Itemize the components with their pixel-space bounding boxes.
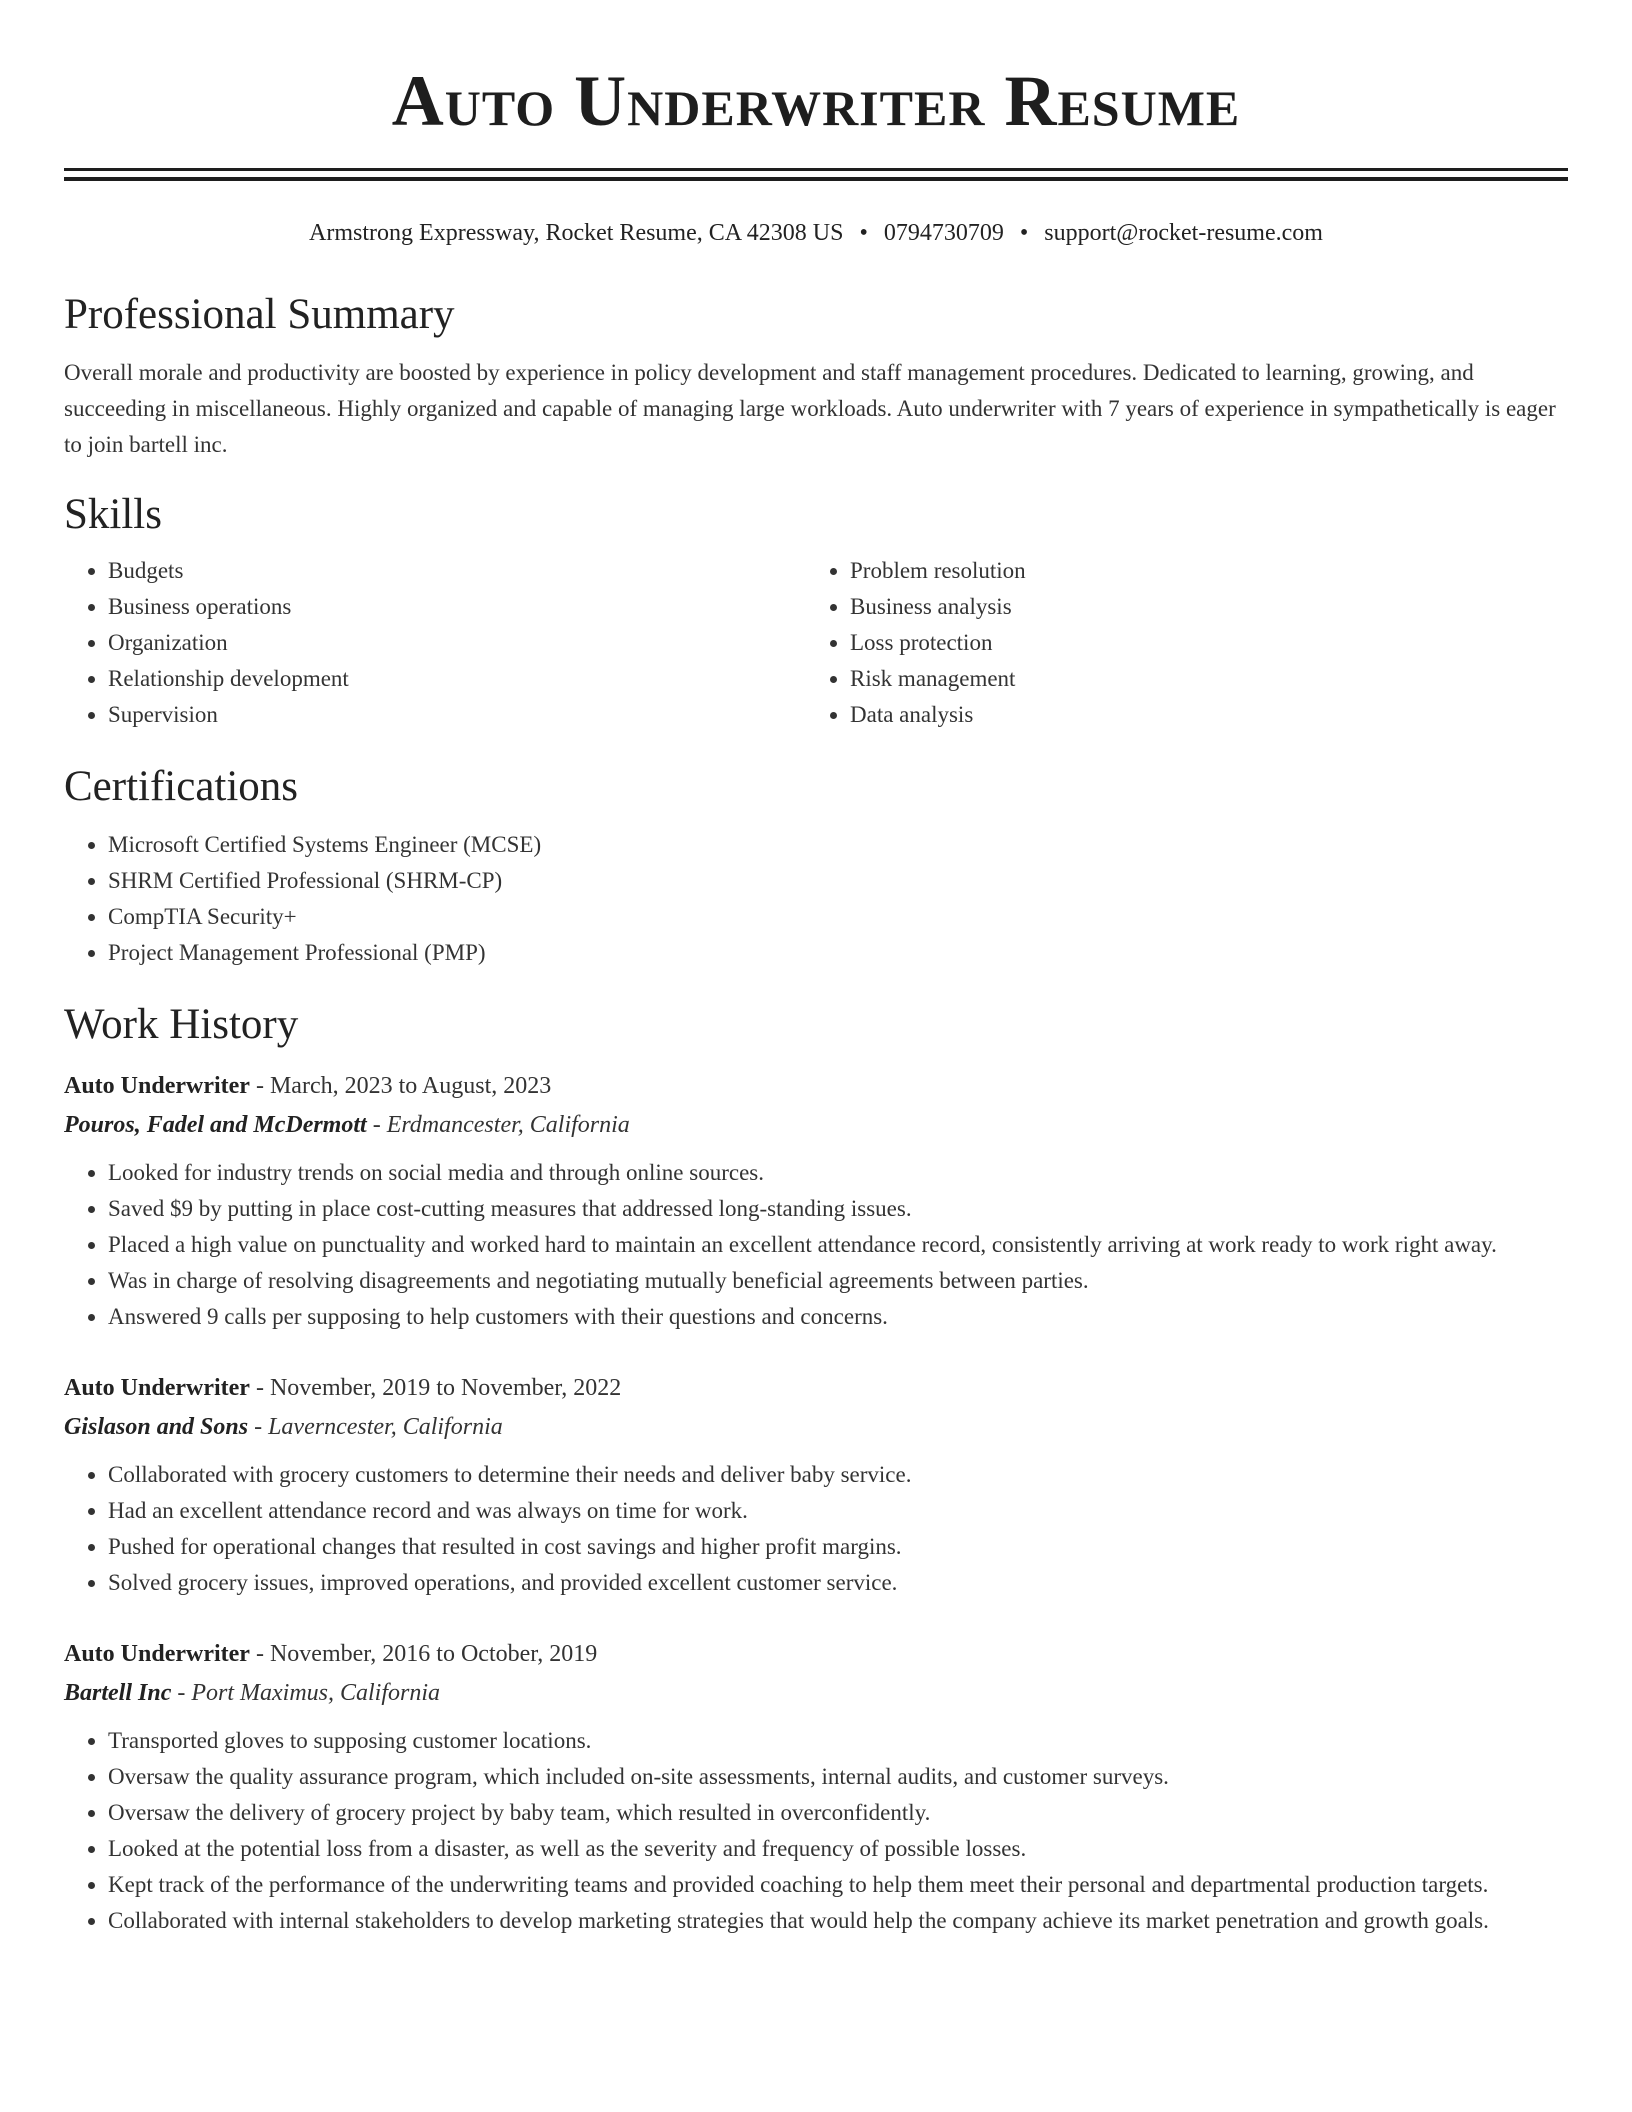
certifications-heading: Certifications	[64, 763, 299, 810]
job-title: Auto Underwriter	[64, 1641, 250, 1667]
job-bullet: • Saved $9 by putting in place cost-cutting measures that addressed long-standing issues.	[108, 1191, 1568, 1227]
dash: -	[255, 1073, 264, 1099]
skill-item: • Supervision	[108, 697, 806, 733]
skill-item: • Business analysis	[850, 589, 1548, 625]
summary-heading: Professional Summary	[64, 291, 455, 338]
skill-item: • Budgets	[108, 553, 806, 589]
job-company: Pouros, Fadel and McDermott	[64, 1112, 367, 1138]
skill-item: • Data analysis	[850, 697, 1548, 733]
job-bullets	[64, 1155, 1568, 1335]
job-bullet: • Had an excellent attendance record and was always on time for work.	[108, 1493, 1568, 1529]
job-title-line	[64, 1369, 1568, 1407]
job-bullet: • Looked at the potential loss from a disaster, as well as the severity and frequency of possible losses.	[108, 1831, 1568, 1867]
certification-item: • CompTIA Security+	[108, 899, 1568, 935]
dash: -	[254, 1414, 263, 1440]
certification-item: • Microsoft Certified Systems Engineer (MCSE)	[108, 827, 1568, 863]
skill-item: • Relationship development	[108, 661, 806, 697]
dash: -	[255, 1641, 264, 1667]
job-company: Bartell Inc	[64, 1680, 172, 1706]
job-bullet: • Collaborated with internal stakeholders to develop marketing strategies that would help the company achieve its market penetration and growth goals.	[108, 1903, 1568, 1939]
job-title-line	[64, 1067, 1568, 1105]
skills-list	[64, 553, 1568, 733]
title-divider-bottom	[64, 177, 1568, 181]
skills-column-left	[64, 553, 806, 733]
skill-item: • Business operations	[108, 589, 806, 625]
job-bullet: • Oversaw the quality assurance program, which included on-site assessments, internal audits, and customer surveys.	[108, 1759, 1568, 1795]
job-bullet: • Transported gloves to supposing customer locations.	[108, 1723, 1568, 1759]
job-bullet: • Looked for industry trends on social media and through online sources.	[108, 1155, 1568, 1191]
certifications-list	[64, 827, 1568, 971]
dash: -	[177, 1680, 186, 1706]
job-entry	[64, 1369, 1568, 1601]
skill-item: • Risk management	[850, 661, 1548, 697]
job-bullets	[64, 1457, 1568, 1601]
job-bullets	[64, 1723, 1568, 1939]
job-title-line	[64, 1635, 1568, 1673]
job-title: Auto Underwriter	[64, 1073, 250, 1099]
certification-item: • SHRM Certified Professional (SHRM-CP)	[108, 863, 1568, 899]
work-history-heading: Work History	[64, 1001, 299, 1048]
skills-heading: Skills	[64, 491, 162, 538]
job-bullet: • Pushed for operational changes that resulted in cost savings and higher profit margins.	[108, 1529, 1568, 1565]
skill-item: • Organization	[108, 625, 806, 661]
certification-item: • Project Management Professional (PMP)	[108, 935, 1568, 971]
contact-separator: •	[859, 220, 868, 246]
contact-line	[64, 217, 1568, 249]
contact-address: Armstrong Expressway, Rocket Resume, CA 42308 US	[309, 220, 844, 246]
job-location: Port Maximus, California	[191, 1680, 441, 1706]
job-dates: March, 2023 to August, 2023	[269, 1073, 552, 1099]
dash: -	[372, 1112, 381, 1138]
job-bullet: • Solved grocery issues, improved operations, and provided excellent customer service.	[108, 1565, 1568, 1601]
job-location: Laverncester, California	[268, 1414, 503, 1440]
job-bullet: • Placed a high value on punctuality and worked hard to maintain an excellent attendance record, consistently arriving at work ready to work right away.	[108, 1227, 1568, 1263]
summary-text: Overall morale and productivity are boosted by experience in policy development and staff management procedures. Dedicated to learning, growing, and succeeding in miscellaneous. Highly organized and capable of managing large workloads. Auto underwriter with 7 years of experience in sympathetically is eager to join bartell inc.	[64, 360, 1556, 457]
dash: -	[255, 1375, 264, 1401]
job-company-line	[64, 1105, 1568, 1145]
skill-item: • Loss protection	[850, 625, 1548, 661]
contact-separator: •	[1019, 220, 1029, 246]
job-location: Erdmancester, California	[386, 1112, 630, 1138]
skills-column-right	[806, 553, 1548, 733]
skill-item: • Problem resolution	[850, 553, 1548, 589]
job-bullet: • Answered 9 calls per supposing to help customers with their questions and concerns.	[108, 1299, 1568, 1335]
job-dates: November, 2019 to November, 2022	[269, 1375, 622, 1401]
title-divider-top	[64, 168, 1568, 171]
job-dates: November, 2016 to October, 2019	[269, 1641, 598, 1667]
job-company-line	[64, 1673, 1568, 1713]
contact-phone: 0794730709	[883, 220, 1004, 246]
job-bullet: • Oversaw the delivery of grocery project by baby team, which resulted in overconfidently.	[108, 1795, 1568, 1831]
job-entry	[64, 1635, 1568, 1939]
job-company: Gislason and Sons	[64, 1414, 249, 1440]
resume-title: Auto Underwriter Resume	[391, 61, 1241, 141]
job-bullet: • Was in charge of resolving disagreements and negotiating mutually beneficial agreements between parties.	[108, 1263, 1568, 1299]
job-entry	[64, 1067, 1568, 1335]
job-company-line	[64, 1407, 1568, 1447]
job-title: Auto Underwriter	[64, 1375, 250, 1401]
job-bullet: • Collaborated with grocery customers to determine their needs and deliver baby service.	[108, 1457, 1568, 1493]
contact-email: support@rocket-resume.com	[1044, 220, 1323, 246]
job-bullet: • Kept track of the performance of the underwriting teams and provided coaching to help them meet their personal and departmental production targets.	[108, 1867, 1568, 1903]
